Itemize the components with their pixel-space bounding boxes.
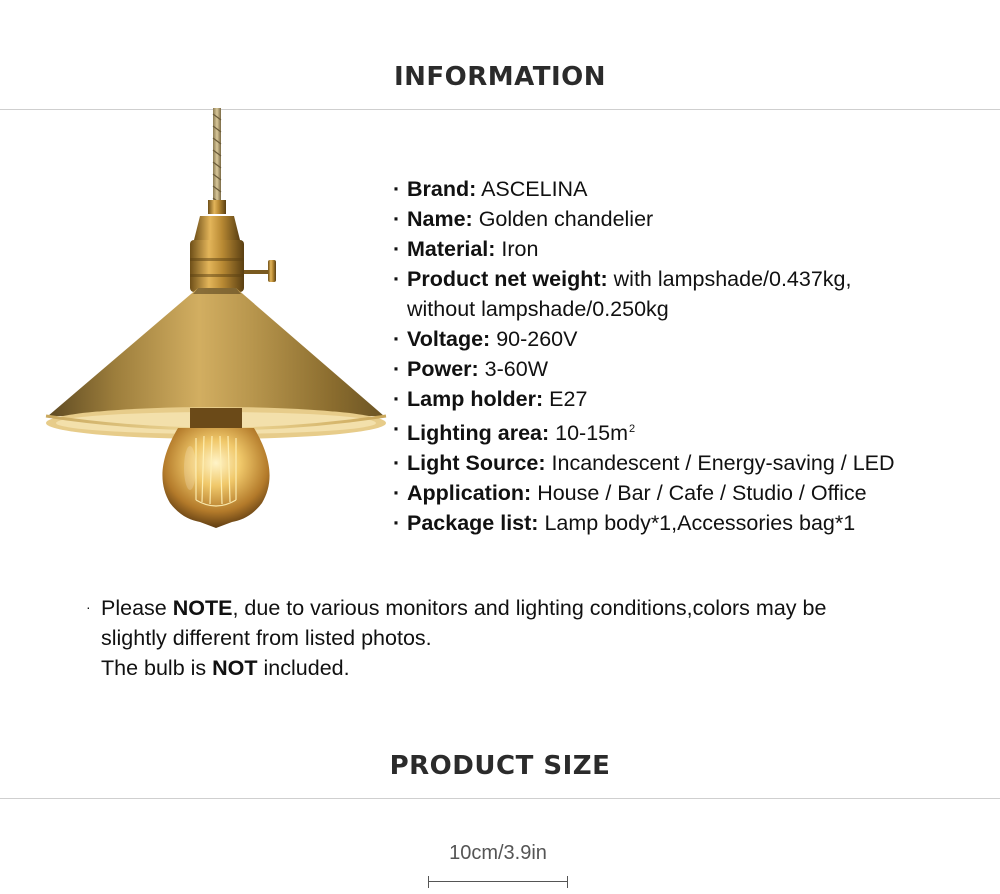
spec-key: Voltage: bbox=[407, 327, 491, 351]
note-text: Please bbox=[101, 596, 173, 620]
spec-key: Package list: bbox=[407, 511, 539, 535]
spec-value: Iron bbox=[495, 237, 539, 261]
spec-value: Incandescent / Energy-saving / LED bbox=[545, 451, 895, 475]
note-emphasis: NOT bbox=[212, 656, 258, 680]
spec-value: Lamp body*1,Accessories bag*1 bbox=[538, 511, 856, 535]
spec-key: Application: bbox=[407, 481, 532, 505]
spec-value: 3-60W bbox=[478, 357, 548, 381]
spec-key: Product net weight: bbox=[407, 267, 608, 291]
pendant-lamp-icon bbox=[40, 108, 392, 528]
note-line-3 bbox=[86, 653, 966, 683]
spec-lamp-holder: · Lamp holder: E27 bbox=[393, 387, 588, 411]
spec-light-source: · Light Source: Incandescent / Energy-saving / LED bbox=[393, 451, 895, 475]
spec-key: Light Source: bbox=[407, 451, 546, 475]
dimension-label: 10cm/3.9in bbox=[449, 842, 547, 864]
note-line-2: slightly different from listed photos. bbox=[101, 626, 432, 650]
dimension-bar bbox=[428, 881, 568, 882]
note-line-1: · Please NOTE, due to various monitors and lighting conditions,colors may be bbox=[86, 596, 827, 620]
dimension-tick-right bbox=[567, 876, 568, 888]
spec-brand: · Brand: ASCELINA bbox=[393, 177, 588, 201]
spec-value: with lampshade/0.437kg, bbox=[607, 267, 852, 291]
spec-net-weight: · Product net weight: with lampshade/0.437kg, without lampshade/0.250kg bbox=[393, 264, 993, 324]
spec-material: · Material: Iron bbox=[393, 237, 539, 261]
spec-key: Power: bbox=[407, 357, 479, 381]
spec-application: · Application: House / Bar / Cafe / Studio / Office bbox=[393, 481, 867, 505]
spec-lighting-area: · Lighting area: $10-15m^2$ bbox=[393, 417, 636, 445]
dimension-line bbox=[428, 876, 568, 888]
note-text: , due to various monitors and lighting conditions,colors may be bbox=[232, 596, 827, 620]
spec-key: Material: bbox=[407, 237, 496, 261]
superscript: 2 bbox=[629, 423, 636, 435]
product-size-heading: PRODUCT SIZE bbox=[389, 751, 611, 781]
spec-list bbox=[393, 174, 993, 538]
note-emphasis: NOTE bbox=[172, 596, 233, 620]
spec-package-list: · Package list: Lamp body*1,Accessories bag*1 bbox=[393, 511, 856, 535]
spec-value: 10-15m bbox=[549, 421, 629, 445]
note-text: The bulb is bbox=[101, 656, 213, 680]
spec-power: · Power: 3-60W bbox=[393, 357, 548, 381]
spec-key: Lamp holder: bbox=[407, 387, 544, 411]
spec-value: House / Bar / Cafe / Studio / Office bbox=[531, 481, 867, 505]
spec-value: 90-260V bbox=[490, 327, 578, 351]
spec-value: ASCELINA bbox=[476, 177, 588, 201]
spec-value: Golden chandelier bbox=[472, 207, 654, 231]
dimension-indicator bbox=[428, 840, 568, 888]
spec-key: Lighting area: bbox=[407, 421, 550, 445]
spec-key: Name: bbox=[407, 207, 473, 231]
information-heading: INFORMATION bbox=[393, 62, 607, 92]
dimension-tick-left bbox=[428, 876, 429, 888]
disclaimer-note bbox=[86, 592, 966, 683]
spec-name: · Name: Golden chandelier bbox=[393, 207, 654, 231]
spec-value-continuation: without lampshade/0.250kg bbox=[407, 297, 669, 321]
spec-value: E27 bbox=[543, 387, 588, 411]
section-divider bbox=[0, 798, 1000, 799]
spec-key: Brand: bbox=[407, 177, 477, 201]
note-text: included. bbox=[257, 656, 350, 680]
spec-voltage: · Voltage: 90-260V bbox=[393, 327, 578, 351]
